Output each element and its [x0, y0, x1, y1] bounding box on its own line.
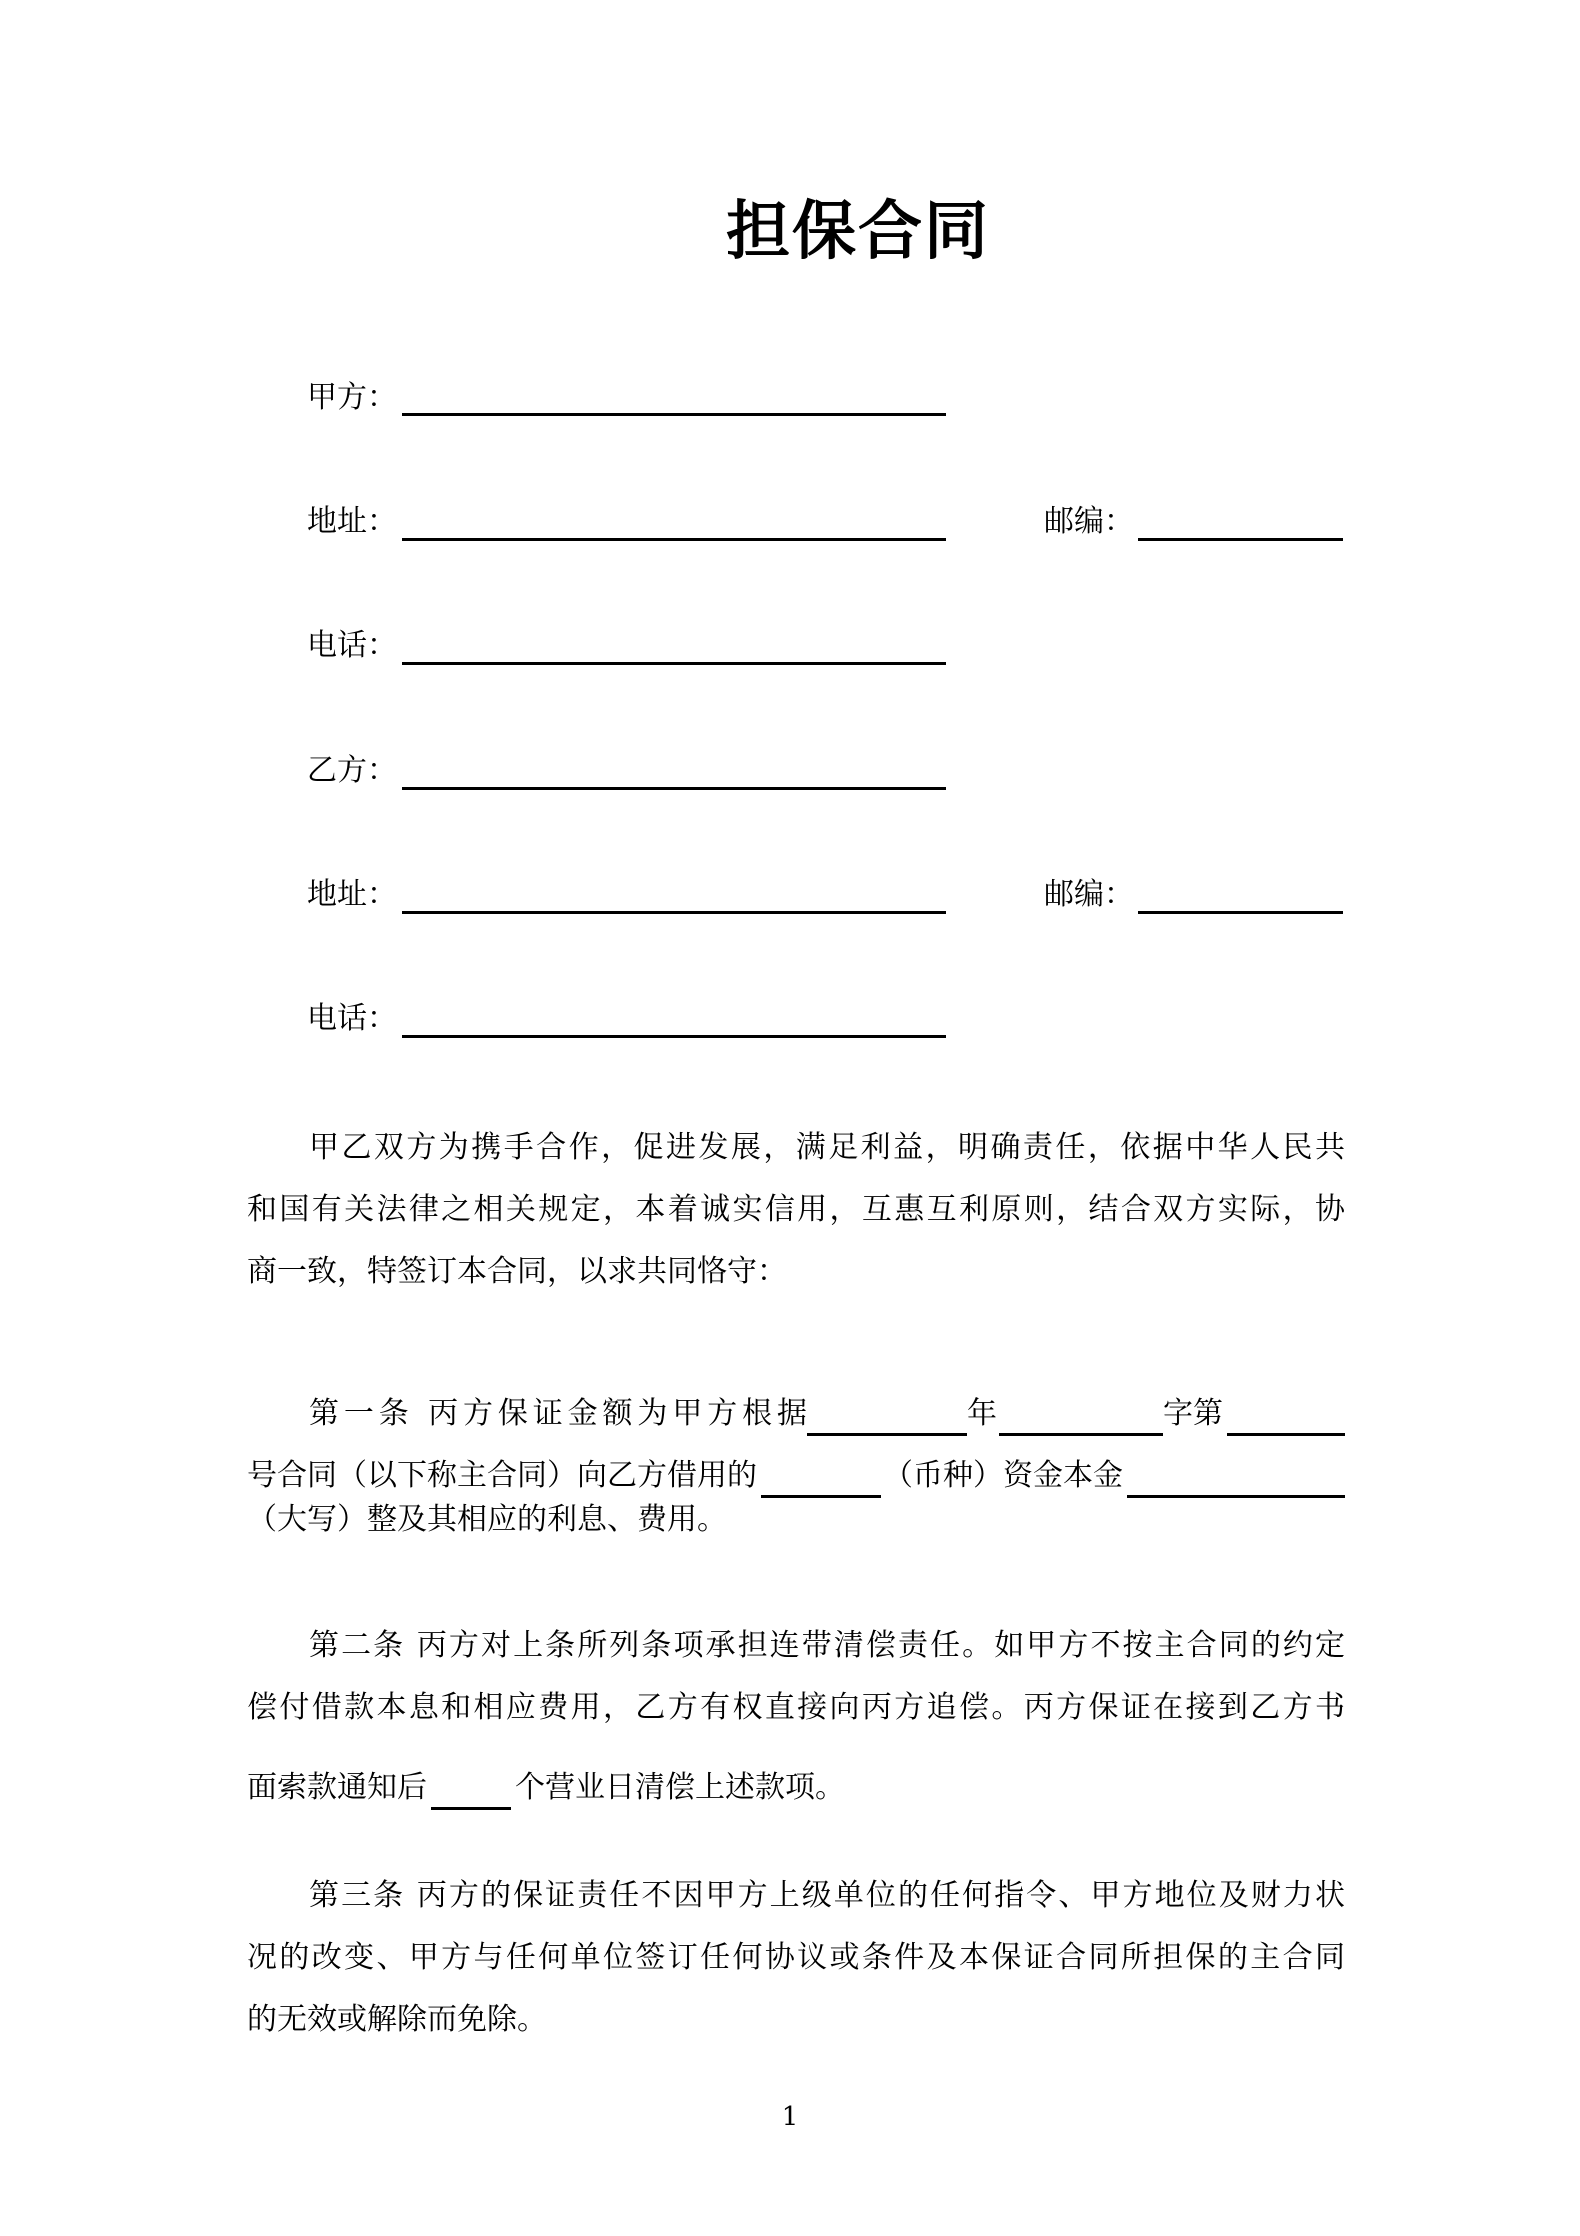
article-3-line: 的无效或解除而免除。: [247, 2002, 547, 2037]
article-3-line: 况的改变、甲方与任何单位签订任何协议或条件及本保证合同所担保的主合同: [247, 1940, 1345, 1975]
article-1-line-1: [247, 1374, 1345, 1436]
article-2-line-3: [247, 1748, 1345, 1810]
article-3-line: 第三条 丙方的保证责任不因甲方上级单位的任何指令、甲方地位及财力状: [309, 1878, 1345, 1913]
contract-prefix-blank[interactable]: [999, 1403, 1163, 1436]
business-days-blank[interactable]: [431, 1777, 511, 1810]
article-2-text: 面索款通知后: [247, 1770, 427, 1805]
party-b-phone-field[interactable]: [402, 1035, 946, 1038]
party-b-address-label: 地址：: [307, 877, 397, 912]
article-2: [247, 1624, 1345, 1810]
preamble-paragraph: [247, 1126, 1345, 1312]
contract-number-blank[interactable]: [1227, 1403, 1345, 1436]
contract-year-blank[interactable]: [807, 1403, 967, 1436]
preamble-line: 甲乙双方为携手合作，促进发展，满足利益，明确责任，依据中华人民共: [309, 1130, 1345, 1165]
article-2-line: 第二条 丙方对上条所列条项承担连带清偿责任。如甲方不按主合同的约定: [309, 1628, 1345, 1663]
party-a-address-field[interactable]: [402, 538, 946, 541]
party-a-name-label: 甲方：: [307, 380, 397, 415]
party-b-name-field[interactable]: [402, 787, 946, 790]
party-b-postcode-label: 邮编：: [1044, 877, 1134, 912]
party-b-postcode-field[interactable]: [1138, 911, 1343, 914]
article-3: [247, 1874, 1345, 2060]
preamble-line: 商一致，特签订本合同，以求共同恪守：: [247, 1254, 787, 1289]
article-1-text: （币种）资金本金: [883, 1458, 1123, 1493]
article-1: [247, 1374, 1345, 1560]
article-2-text: 个营业日清偿上述款项。: [515, 1770, 845, 1805]
article-2-line: 偿付借款本息和相应费用，乙方有权直接向丙方追偿。丙方保证在接到乙方书: [247, 1690, 1345, 1725]
party-a-postcode-field[interactable]: [1138, 538, 1343, 541]
party-a-phone-field[interactable]: [402, 662, 946, 665]
party-a-address-label: 地址：: [307, 504, 397, 539]
page-number: 1: [781, 2102, 799, 2132]
party-b-address-field[interactable]: [402, 911, 946, 914]
party-a-postcode-label: 邮编：: [1044, 504, 1134, 539]
article-1-text: 号合同（以下称主合同）向乙方借用的: [247, 1458, 757, 1493]
article-1-text: 字第: [1163, 1396, 1223, 1431]
currency-blank[interactable]: [761, 1465, 881, 1498]
page-title: 担保合同: [726, 194, 990, 269]
article-1-line-3: （大写）整及其相应的利息、费用。: [247, 1502, 727, 1537]
article-1-line-2: [247, 1436, 1345, 1498]
party-a-phone-label: 电话：: [307, 628, 397, 663]
party-b-name-label: 乙方：: [307, 753, 397, 788]
party-a-name-field[interactable]: [402, 413, 946, 416]
principal-amount-blank[interactable]: [1127, 1465, 1345, 1498]
preamble-line: 和国有关法律之相关规定，本着诚实信用，互惠互利原则，结合双方实际，协: [247, 1192, 1345, 1227]
article-1-text: 第一条 丙方保证金额为甲方根据: [309, 1396, 807, 1431]
article-1-text: 年: [967, 1396, 997, 1431]
party-b-phone-label: 电话：: [307, 1001, 397, 1036]
